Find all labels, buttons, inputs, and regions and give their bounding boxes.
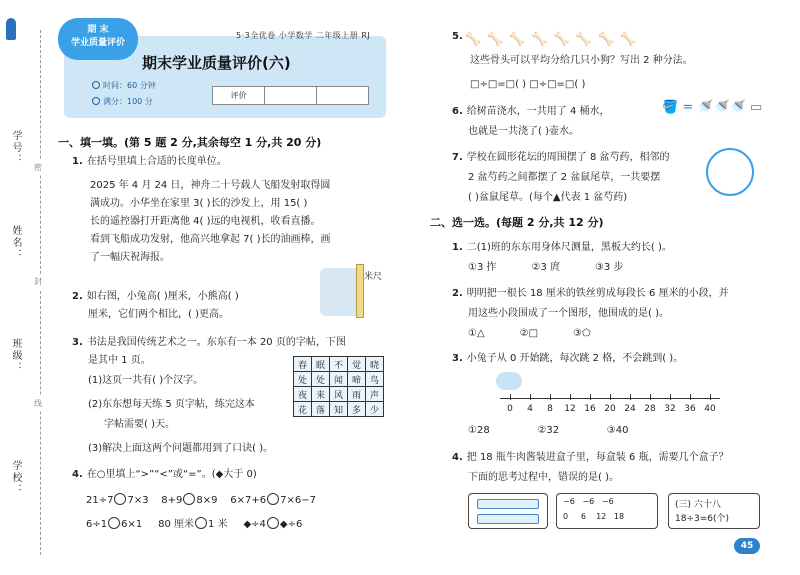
- time-info: 时间：60 分钟: [92, 80, 156, 91]
- check-icon: [92, 97, 100, 105]
- number-line-tick-label: 32: [664, 404, 676, 414]
- compare-circle[interactable]: [267, 493, 279, 505]
- option[interactable]: ②3 庹: [531, 262, 560, 273]
- number-line-tick: [510, 394, 511, 400]
- option[interactable]: ③3 步: [594, 262, 624, 273]
- choice-question-4: 4. 把 18 瓶牛肉酱装进盒子里，每盒装 6 瓶，需要几个盒子？ 下面的思考过程中，错误的是( )。: [452, 452, 729, 483]
- number-line-tick: [710, 394, 711, 400]
- number-line-tick-label: 20: [604, 404, 616, 414]
- question-1: 1. 在括号里填上合适的长度单位。: [72, 156, 227, 167]
- cut-word: 封: [34, 274, 42, 289]
- number-line-tick-label: 12: [564, 404, 576, 414]
- cut-word: 密: [34, 160, 42, 175]
- meter-ruler-illustration: [356, 264, 364, 318]
- question-2: 2. 如右图，小兔高( )厘米，小熊高( ) 厘米，它们两个相比，( )更高。: [72, 291, 239, 320]
- compare-circle[interactable]: [267, 517, 279, 529]
- question-5-number: 5.: [452, 31, 463, 42]
- score-info: 满分：100 分: [92, 96, 153, 107]
- number-line-tick: [590, 394, 591, 400]
- right-page: [400, 0, 800, 575]
- question-3-sub2a: (2)东东想每天练 5 页字帖，练完这本: [88, 399, 255, 410]
- cut-word: 线: [34, 396, 42, 411]
- question-3-sub3: (3)解决上面这两个问题都用到了口诀( )。: [88, 443, 274, 454]
- option[interactable]: ③⬠: [573, 328, 591, 339]
- compare-circle[interactable]: [114, 493, 126, 505]
- question-3-sub1: (1)这页一共有( )个汉字。: [88, 375, 204, 386]
- rabbit-icon: [496, 372, 522, 390]
- option[interactable]: ①△: [468, 328, 485, 339]
- school-label: 学校：: [10, 460, 21, 496]
- number-line-tick: [690, 394, 691, 400]
- compare-circle[interactable]: [108, 517, 120, 529]
- option[interactable]: ②□: [519, 328, 539, 339]
- bone-icons: 🦴🦴🦴🦴🦴🦴🦴🦴: [465, 32, 643, 47]
- question-4: 4. 在○里填上“>”“<”或“=”。(◆大于 0): [72, 469, 257, 480]
- exam-badge: 期 末 学业质量评价: [58, 18, 138, 60]
- series-info: 5·3全优卷 小学数学 二年级上册 RJ: [236, 31, 371, 40]
- option[interactable]: ①28: [468, 425, 490, 436]
- question-7: 7. 学校在圆形花坛的周围摆了 8 盆芍药，相邻的 2 盆芍药之间都摆了 2 盆鼠尾草，一共要摆 ( )盆鼠尾草。(每个▲代表 1 盆芍药): [452, 152, 670, 203]
- number-line-tick-label: 28: [644, 404, 656, 414]
- question-4-row2: 6÷1 6×1 80 厘米 1 米 ◆÷4 ◆÷6: [86, 519, 303, 530]
- number-line-tick-label: 36: [684, 404, 696, 414]
- number-line-tick-label: 0: [507, 404, 513, 414]
- number-line-tick-label: 24: [624, 404, 636, 414]
- number-line-tick: [610, 394, 611, 400]
- section-2-title: 二、选一选。(每题 2 分,共 12 分): [430, 216, 604, 229]
- option-1-box[interactable]: [468, 493, 548, 529]
- compare-circle[interactable]: [183, 493, 195, 505]
- exam-title: 期末学业质量评价(六): [142, 54, 291, 72]
- question-3-sub2b: 字帖需要( )天。: [104, 419, 175, 430]
- name-label: 姓名：: [10, 225, 21, 261]
- number-line-tick: [650, 394, 651, 400]
- calligraphy-grid: 春 眠 不 觉 晓 处 处 闻 啼 鸟 夜 来 风 雨 声 花 落 知 多 少: [293, 356, 384, 417]
- question-1-body: 2025 年 4 月 24 日，神舟二十号载人飞船发射取得圆 满成功。小华坐在家里 3( )长的沙发上，用 15( ) 长的遥控器打开距离他 4( )远的电视机，收看直播。 看到飞船成功发射，他高兴地拿起 7( )长的油画棒，画 了一幅庆祝海报。: [90, 180, 331, 263]
- page-number: 45: [734, 538, 760, 554]
- option[interactable]: ③40: [606, 425, 629, 436]
- number-line-tick-label: 16: [584, 404, 596, 414]
- rocket-icon: [6, 18, 16, 40]
- choice-question-3: 3. 小兔子从 0 开始跳，每次跳 2 格，不会跳到( )。: [452, 353, 684, 364]
- number-line-tick-label: 8: [547, 404, 553, 414]
- number-line-tick: [630, 394, 631, 400]
- bear-rabbit-illustration: [320, 268, 360, 316]
- clock-icon: [92, 81, 100, 89]
- number-line-tick: [670, 394, 671, 400]
- question-4-row1: 21÷7 7×3 8+9 8×9 6×7+6 7×6−7: [86, 495, 316, 506]
- number-line-tick: [570, 394, 571, 400]
- student-number-label: 学号：: [10, 130, 21, 166]
- number-line-tick: [530, 394, 531, 400]
- option[interactable]: ②32: [537, 425, 560, 436]
- question-6: 6. 给树苗浇水，一共用了 4 桶水， 也就是一共浇了( )壶水。: [452, 106, 610, 137]
- score-cell[interactable]: [317, 87, 369, 105]
- flowerbed-ring-diagram: [706, 148, 754, 196]
- watering-can-icons: 🪣 = 🚿🚿🚿 ▭: [662, 100, 763, 115]
- number-line-tick: [550, 394, 551, 400]
- cut-line: [40, 30, 41, 555]
- number-line-tick-label: 4: [527, 404, 533, 414]
- option[interactable]: ①3 拃: [468, 262, 497, 273]
- compare-circle[interactable]: [195, 517, 207, 529]
- choice-question-1: 1. 二(1)班的东东用身体尺测量，黑板大约长( )。 ①3 拃 ②3 庹 ③3 步: [452, 242, 672, 273]
- choice-question-3-options: [468, 424, 628, 438]
- option-2-box[interactable]: −6 −6 −6 0 6 12 18: [556, 493, 658, 529]
- question-5-text: 这些骨头可以平均分给几只小狗？写出 2 种分法。: [470, 55, 693, 66]
- option-3-box[interactable]: (三) 六十八 18÷3=6(个): [668, 493, 760, 529]
- ruler-label: 米尺: [364, 272, 383, 282]
- question-3: 3. 书法是我国传统艺术之一。东东有一本 20 页的字帖，下图 是其中 1 页。: [72, 337, 346, 366]
- question-5-formula: □÷□=□( ) □÷□=□( ): [470, 79, 586, 90]
- score-table: [212, 86, 369, 105]
- section-1-title: 一、填一填。(第 5 题 2 分,其余每空 1 分,共 20 分): [58, 136, 322, 149]
- class-label: 班级：: [10, 338, 21, 374]
- score-cell[interactable]: [265, 87, 317, 105]
- score-label: 评价: [213, 87, 265, 105]
- number-line-tick-label: 40: [704, 404, 716, 414]
- choice-question-2: 2. 明明把一根长 18 厘米的铁丝剪成每段长 6 厘米的小段，并 用这些小段围成了一个图形，他围成的是( )。 ①△ ②□ ③⬠: [452, 288, 729, 339]
- binding-gutter: [0, 0, 56, 575]
